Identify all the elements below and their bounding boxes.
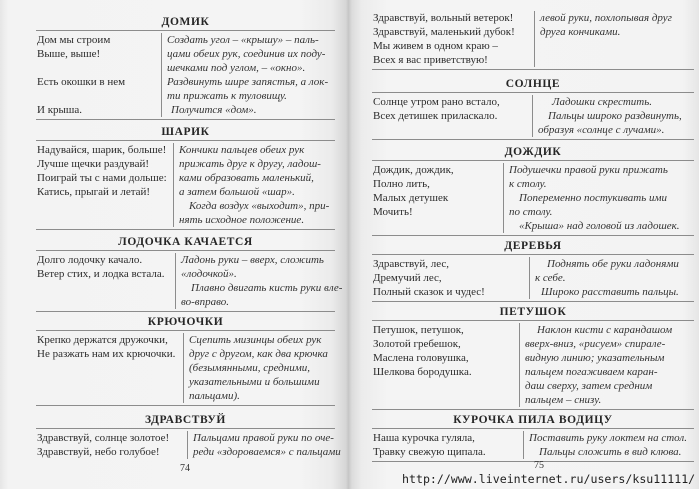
rhyme-line: Здравствуй, маленький дубок! bbox=[373, 26, 515, 38]
instruction-line: к себе. bbox=[535, 272, 566, 284]
table-sharik bbox=[36, 140, 335, 230]
rhyme-cell bbox=[372, 163, 504, 233]
rhyme-line: Надувайся, шарик, больше! bbox=[37, 144, 167, 156]
rhyme-line: Дождик, дождик, bbox=[373, 164, 454, 176]
table-zdravstvuy-continued bbox=[372, 9, 694, 70]
rhyme-line: Мы живем в одном краю – bbox=[373, 40, 498, 52]
table-row bbox=[36, 431, 341, 459]
instruction-line: Ладонь руки – вверх, сложить bbox=[181, 254, 324, 266]
instruction-line: Поднять обе руки ладонями bbox=[547, 258, 679, 270]
instruction-line: Пальцы сложить в вид клюва. bbox=[539, 446, 682, 458]
table-kryuchochki bbox=[36, 330, 335, 406]
instruction-line: (безымянными, средними, bbox=[189, 362, 310, 374]
instruction-line: друга кончиками. bbox=[540, 26, 621, 38]
table-row bbox=[36, 103, 335, 117]
page-number: 75 bbox=[534, 460, 544, 471]
table-zdravstvuy bbox=[36, 428, 341, 461]
rhyme-line: Не разжать нам их крючочки. bbox=[37, 348, 176, 360]
rhyme-line: Выше, выше! bbox=[37, 48, 101, 60]
rhyme-line: Здравствуй, лес, bbox=[373, 258, 450, 270]
rhyme-line: Полно лить, bbox=[373, 178, 430, 190]
rhyme-line: Маслена головушка, bbox=[373, 352, 469, 364]
page-number: 74 bbox=[180, 463, 190, 474]
rhyme-line: Здравствуй, солнце золотое! bbox=[37, 432, 170, 444]
instruction-line: ками образовать маленький, bbox=[179, 172, 314, 184]
table-domik bbox=[36, 30, 335, 120]
instruction-line: шечками под углом, – «окно». bbox=[167, 62, 306, 74]
rhyme-cell bbox=[36, 33, 162, 75]
table-row bbox=[372, 163, 694, 233]
rhyme-line: Лучше щечки раздувай! bbox=[37, 158, 150, 170]
heading-solntse: СОЛНЦЕ bbox=[505, 78, 561, 90]
rhyme-line: Всех я вас приветствую! bbox=[373, 54, 488, 66]
rhyme-cell bbox=[372, 11, 535, 67]
instruction-line: Получится «дом». bbox=[171, 104, 257, 116]
instruction-line: пальцем погаживаем каран- bbox=[525, 366, 658, 378]
table-row bbox=[36, 143, 335, 227]
instruction-cell bbox=[524, 431, 694, 459]
rhyme-cell bbox=[372, 431, 524, 459]
rhyme-line: Мочить! bbox=[373, 206, 413, 218]
instruction-line: цами обеих рук, соединив их поду- bbox=[167, 48, 326, 60]
instruction-cell bbox=[533, 95, 694, 137]
rhyme-line: Солнце утром рано встало, bbox=[373, 96, 500, 108]
rhyme-cell bbox=[36, 103, 162, 117]
rhyme-cell bbox=[36, 75, 162, 103]
heading-derevya: ДЕРЕВЬЯ bbox=[504, 240, 562, 252]
instruction-line: Пальцами правой руки по оче- bbox=[193, 432, 334, 444]
instruction-line: реди «здороваемся» с пальцами bbox=[193, 446, 341, 458]
instruction-line: Раздвинуть шире запястья, а лок- bbox=[167, 76, 329, 88]
rhyme-cell bbox=[36, 143, 174, 227]
instruction-line: а затем большой «шар». bbox=[179, 186, 295, 198]
instruction-line: к столу. bbox=[509, 178, 547, 190]
table-row bbox=[372, 257, 694, 299]
page-left bbox=[0, 0, 348, 489]
instruction-line: даш сверху, затем средним bbox=[525, 380, 653, 392]
instruction-cell bbox=[162, 75, 335, 103]
table-row bbox=[36, 333, 335, 403]
rhyme-line: Дом мы строим bbox=[37, 34, 111, 46]
table-derevya bbox=[372, 254, 694, 302]
instruction-line: Кончики пальцев обеих рук bbox=[179, 144, 305, 156]
instruction-line: Плавно двигать кисть руки вле- bbox=[191, 282, 343, 294]
instruction-line: нять исходное положение. bbox=[179, 214, 305, 226]
instruction-line: Сцепить мизинцы обеих рук bbox=[189, 334, 322, 346]
rhyme-line: Поиграй ты с нами дольше: bbox=[37, 172, 167, 184]
rhyme-line: Крепко держатся дружочки, bbox=[37, 334, 168, 346]
table-row bbox=[36, 253, 343, 309]
rhyme-line: Ветер стих, и лодка встала. bbox=[37, 268, 165, 280]
rhyme-line: Наша курочка гуляла, bbox=[373, 432, 475, 444]
heading-kryuchochki: КРЮЧОЧКИ bbox=[147, 316, 224, 328]
rhyme-cell bbox=[372, 257, 530, 299]
instruction-line: Пальцы широко раздвинуть, bbox=[548, 110, 682, 122]
instruction-line: прижать друг к другу, ладош- bbox=[179, 158, 321, 170]
rhyme-line: Есть окошки в нем bbox=[37, 76, 126, 88]
table-lodochka bbox=[36, 250, 343, 312]
table-row bbox=[36, 75, 335, 103]
instruction-cell bbox=[162, 103, 335, 117]
table-row bbox=[372, 431, 694, 459]
heading-dozhdik: ДОЖДИК bbox=[504, 146, 562, 158]
rhyme-cell bbox=[36, 431, 188, 459]
instruction-line: ти прижать к туловищу. bbox=[167, 90, 287, 102]
rhyme-line: Травку свежую щипала. bbox=[373, 446, 486, 458]
page-right bbox=[348, 0, 699, 489]
instruction-cell bbox=[184, 333, 335, 403]
rhyme-line: Золотой гребешок, bbox=[373, 338, 461, 350]
instruction-cell bbox=[188, 431, 341, 459]
instruction-cell bbox=[530, 257, 694, 299]
rhyme-line: Здравствуй, вольный ветерок! bbox=[373, 12, 514, 24]
instruction-cell bbox=[520, 323, 694, 407]
instruction-line: пальцем – снизу. bbox=[525, 394, 602, 406]
instruction-line: Попеременно постукивать ими bbox=[519, 192, 668, 204]
rhyme-line: Здравствуй, небо голубое! bbox=[37, 446, 160, 458]
instruction-line: «лодочкой». bbox=[181, 268, 237, 280]
table-row bbox=[372, 95, 694, 137]
rhyme-cell bbox=[36, 333, 184, 403]
instruction-line: Когда воздух «выходит», при- bbox=[189, 200, 330, 212]
instruction-line: видную линию; указательным bbox=[525, 352, 665, 364]
instruction-line: образуя «солнце с лучами». bbox=[538, 124, 665, 136]
rhyme-line: Шелкова бородушка. bbox=[373, 366, 472, 378]
rhyme-line: Всех детишек приласкало. bbox=[373, 110, 498, 122]
instruction-line: во-вправо. bbox=[181, 296, 229, 308]
instruction-cell bbox=[176, 253, 342, 309]
instruction-line: Широко расставить пальцы. bbox=[541, 286, 679, 298]
rhyme-line: И крыша. bbox=[37, 104, 83, 116]
instruction-line: Поставить руку локтем на стол. bbox=[529, 432, 687, 444]
instruction-cell bbox=[174, 143, 335, 227]
rhyme-line: Долго лодочку качало. bbox=[37, 254, 143, 266]
table-petushok bbox=[372, 320, 694, 410]
instruction-cell bbox=[504, 163, 694, 233]
instruction-line: левой руки, похлопывая друг bbox=[540, 12, 672, 24]
instruction-line: пальцами). bbox=[189, 390, 240, 402]
heading-kurochka: КУРОЧКА ПИЛА ВОДИЦУ bbox=[453, 414, 613, 426]
table-kurochka bbox=[372, 428, 694, 462]
watermark-url: http://www.liveinternet.ru/users/ksu11111/ bbox=[402, 472, 696, 486]
instruction-line: вверх-вниз, «рисуем» спирале- bbox=[525, 338, 666, 350]
table-row bbox=[372, 323, 694, 407]
instruction-line: «Крыша» над головой из ладошек. bbox=[519, 220, 680, 232]
rhyme-line: Полный сказок и чудес! bbox=[373, 286, 485, 298]
heading-sharik: ШАРИК bbox=[161, 126, 210, 138]
table-row bbox=[372, 11, 694, 67]
rhyme-line: Малых детушек bbox=[373, 192, 449, 204]
table-solntse bbox=[372, 92, 694, 140]
instruction-line: Наклон кисти с карандашом bbox=[537, 324, 673, 336]
instruction-line: указательными и большими bbox=[189, 376, 320, 388]
instruction-cell bbox=[535, 11, 694, 67]
instruction-line: Создать угол – «крышу» – паль- bbox=[167, 34, 319, 46]
table-dozhdik bbox=[372, 160, 694, 236]
rhyme-cell bbox=[372, 95, 533, 137]
instruction-line: по столу. bbox=[509, 206, 553, 218]
rhyme-line: Петушок, петушок, bbox=[373, 324, 464, 336]
heading-domik: ДОМИК bbox=[161, 16, 210, 28]
rhyme-line: Катись, прыгай и летай! bbox=[37, 186, 151, 198]
table-row bbox=[36, 33, 335, 75]
rhyme-cell bbox=[372, 323, 520, 407]
instruction-line: Подушечки правой руки прижать bbox=[509, 164, 668, 176]
instruction-line: Ладошки скрестить. bbox=[552, 96, 653, 108]
instruction-line: друг с другом, как два крючка bbox=[189, 348, 328, 360]
rhyme-line: Дремучий лес, bbox=[373, 272, 442, 284]
heading-zdravstvuy: ЗДРАВСТВУЙ bbox=[145, 414, 226, 426]
heading-lodochka: ЛОДОЧКА КАЧАЕТСЯ bbox=[118, 236, 253, 248]
rhyme-cell bbox=[36, 253, 176, 309]
heading-petushok: ПЕТУШОК bbox=[499, 306, 567, 318]
instruction-cell bbox=[162, 33, 335, 75]
